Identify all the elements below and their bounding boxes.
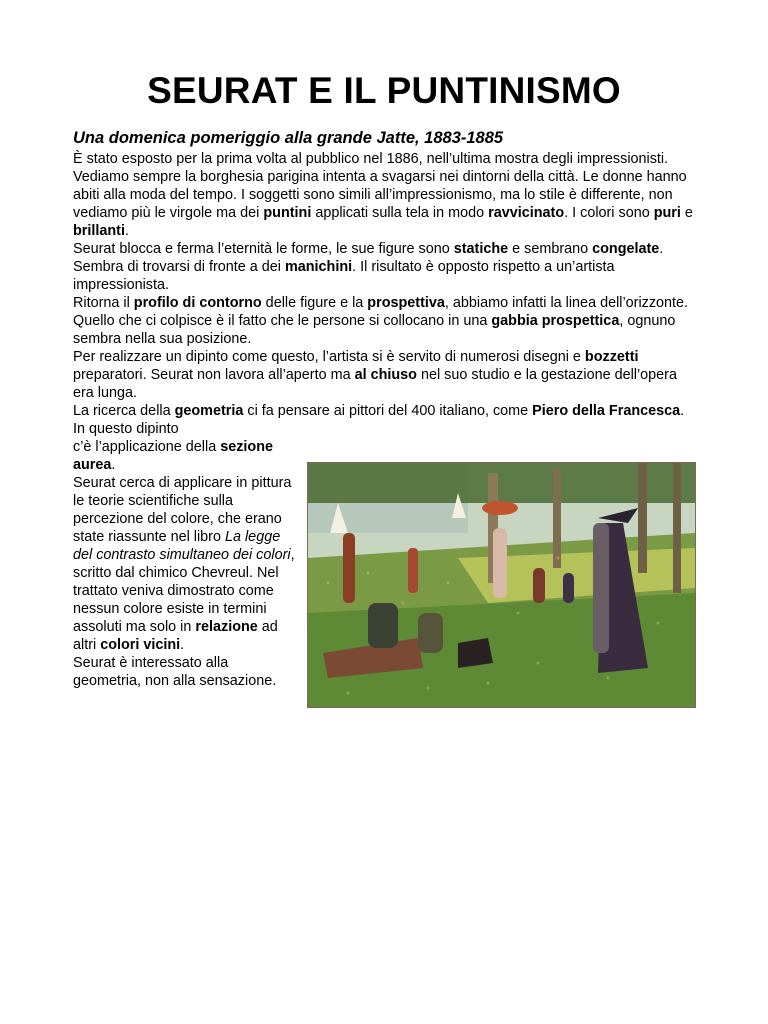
- text: Ritorna il: [73, 295, 134, 311]
- text: , scritto dal chimico Chevreul. Nel trattato veniva dimostrato come nessun colore esiste in termini assoluti ma solo in: [73, 547, 295, 635]
- bold-term: puntini: [263, 205, 312, 221]
- bold-term: statiche: [453, 241, 509, 257]
- paragraph-golden-section: [73, 438, 298, 474]
- text: c’è l’applicazione della: [73, 439, 221, 455]
- bold-term: brillanti: [73, 223, 125, 239]
- seated-woman: [418, 613, 443, 653]
- grande-jatte-illustration: [308, 463, 695, 707]
- bold-term: puri: [653, 205, 681, 221]
- text: delle figure e la: [261, 295, 368, 311]
- text: . Sembra di trovarsi di fronte a dei: [73, 241, 664, 275]
- text: e: [680, 205, 693, 221]
- text: Per realizzare un dipinto come questo, l’artista si è servito di numerosi disegni e: [73, 349, 585, 365]
- parasol: [482, 501, 518, 515]
- tree-trunk: [553, 468, 561, 568]
- seated-man: [368, 603, 398, 648]
- page-title: SEURAT E IL PUNTINISMO: [147, 70, 621, 111]
- tree-trunk: [638, 463, 647, 573]
- tree-trunk: [673, 463, 681, 593]
- text: Seurat cerca di applicare in pittura le teorie scientifiche sulla percezione del colore, che erano state riassunte nel libro: [73, 475, 292, 545]
- text: La ricerca della: [73, 403, 175, 419]
- paragraph-geometry: [73, 402, 698, 438]
- text: preparatori. Seurat non lavora all’aperto ma: [73, 367, 355, 383]
- text: ci fa pensare ai pittori del 400 italiano, come: [243, 403, 533, 419]
- text: Seurat blocca e ferma l’eternità le forme, le sue figure sono: [73, 241, 454, 257]
- bold-term: congelate: [592, 241, 660, 257]
- bold-term: bozzetti: [584, 349, 639, 365]
- paragraph-exhibition: È stato esposto per la prima volta al pubblico nel 1886, nell’ultima mostra degli impressionisti.: [73, 151, 669, 167]
- bold-term: Piero della Francesca: [532, 403, 681, 419]
- paragraph-color-theory: [73, 474, 298, 654]
- text: e sembrano: [508, 241, 593, 257]
- bold-term: gabbia prospettica: [491, 313, 620, 329]
- text: . Il risultato è opposto rispetto a un’artista impressionista.: [73, 259, 615, 293]
- figure: [408, 548, 418, 593]
- bold-term: geometria: [174, 403, 244, 419]
- tree-canopy: [308, 463, 695, 503]
- bold-term: prospettiva: [367, 295, 445, 311]
- bold-term: manichini: [284, 259, 353, 275]
- text: , ognuno sembra nella sua posizione.: [73, 313, 676, 347]
- figure-woman-umbrella: [493, 528, 507, 598]
- text: nel suo studio e la gestazione dell’opera era lunga.: [73, 367, 677, 401]
- bold-term: ravvicinato: [488, 205, 565, 221]
- bold-term: colori vicini: [100, 637, 181, 653]
- foreground-man: [593, 523, 609, 653]
- text: , abbiamo infatti la linea dell’orizzonte. Quello che ci colpisce è il fatto che le persone si collocano in una: [73, 295, 689, 329]
- text: . I colori sono: [564, 205, 654, 221]
- text: .: [180, 637, 185, 653]
- text: .: [124, 223, 129, 239]
- dog: [458, 638, 493, 668]
- left-column: [73, 438, 298, 690]
- bold-term: al chiuso: [354, 367, 417, 383]
- text: . In questo dipinto: [73, 403, 685, 437]
- text: Vediamo sempre la borghesia parigina intenta a svagarsi nei dintorni della città. Le donne hanno abiti alla moda del tempo. I soggetti sono simili all’impressionismo, ma lo stile è differente, non vediamo più le virgole ma dei: [73, 169, 687, 221]
- bold-term: sezione aurea: [73, 439, 273, 473]
- paragraph-style: [73, 168, 698, 240]
- paragraph-perspective: [73, 294, 698, 348]
- artwork-subtitle: Una domenica pomeriggio alla grande Jatte, 1883-1885: [73, 129, 504, 147]
- bold-term: profilo di contorno: [133, 295, 262, 311]
- paragraph-figures: [73, 240, 698, 294]
- figure: [533, 568, 545, 603]
- figure: [563, 573, 574, 603]
- figure-woman: [343, 533, 355, 603]
- paragraph-process: [73, 348, 698, 402]
- book-title: La legge del contrasto simultaneo dei colori: [73, 529, 291, 563]
- painting-image: [307, 462, 696, 708]
- paragraph-conclusion: Seurat è interessato alla geometria, non alla sensazione.: [73, 655, 277, 689]
- text: ad altri: [73, 619, 278, 653]
- text: .: [111, 457, 116, 473]
- bold-term: relazione: [195, 619, 258, 635]
- text: applicati sulla tela in modo: [311, 205, 489, 221]
